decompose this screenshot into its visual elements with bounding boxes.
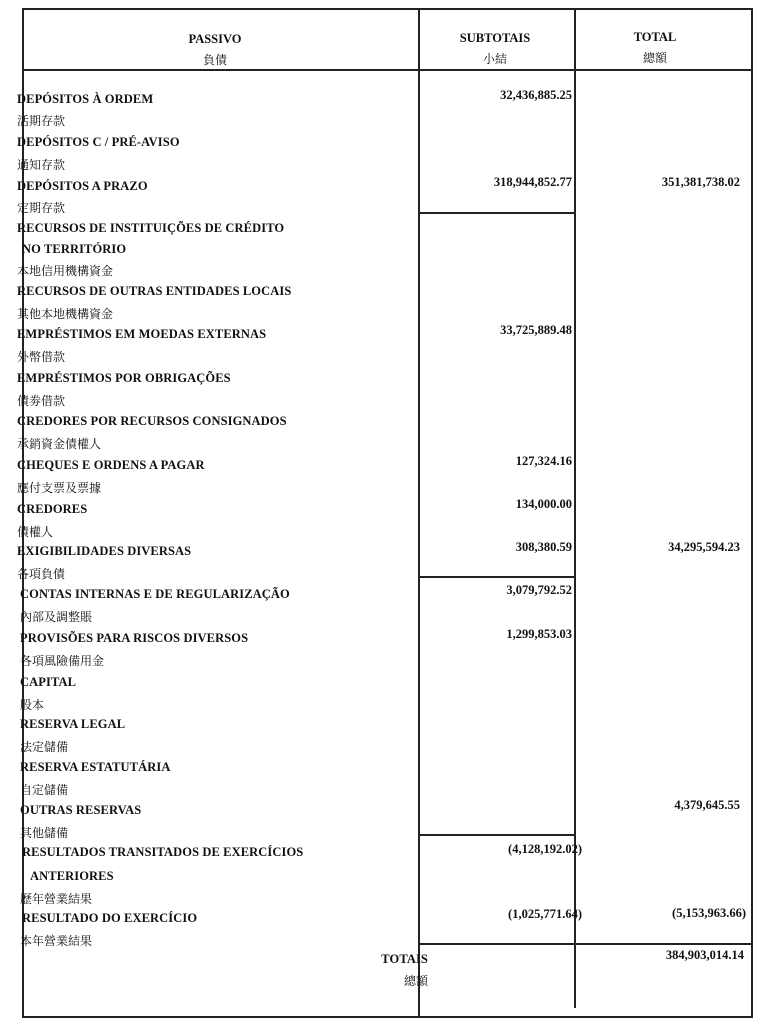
row-label: PROVISÕES PARA RISCOS DIVERSOS xyxy=(20,631,249,645)
row-label: DEPÓSITOS A PRAZO xyxy=(17,179,148,193)
row-label-zh: 承銷資金債權人 xyxy=(17,437,102,451)
header-total: TOTAL xyxy=(633,30,677,44)
totals-value: 384,903,014.14 xyxy=(665,948,744,962)
row-label: DEPÓSITOS C / PRÉ-AVISO xyxy=(17,135,180,149)
border-bottom xyxy=(22,1016,753,1018)
subtotal-rule-1 xyxy=(420,212,576,214)
row-label-zh: 歷年營業結果 xyxy=(20,892,93,906)
row-label: OUTRAS RESERVAS xyxy=(20,803,142,817)
subtotal-value: 33,725,889.48 xyxy=(500,323,572,337)
border-top xyxy=(22,8,753,10)
total-value: (5,153,963.66) xyxy=(672,906,746,920)
row-label-zh: 各項負債 xyxy=(17,567,66,581)
total-value: 4,379,645.55 xyxy=(674,798,740,812)
row-label: EXIGIBILIDADES DIVERSAS xyxy=(17,544,192,558)
row-label: CONTAS INTERNAS E DE REGULARIZAÇÃO xyxy=(20,587,290,601)
row-label-zh: 應付支票及票據 xyxy=(17,481,102,495)
row-label: RESULTADO DO EXERCÍCIO xyxy=(22,911,198,925)
divider-subtotais-total xyxy=(574,8,576,1008)
header-subtotais-zh: 小結 xyxy=(482,52,507,66)
row-label: RESERVA ESTATUTÁRIA xyxy=(20,760,171,774)
row-label: RESULTADOS TRANSITADOS DE EXERCÍCIOS xyxy=(22,845,304,859)
row-label-zh: 本年營業結果 xyxy=(20,934,93,948)
totals-label-zh: 總額 xyxy=(403,974,428,988)
row-label-zh: 外幣借款 xyxy=(17,350,66,364)
subtotal-rule-2 xyxy=(420,576,576,578)
subtotal-value: (1,025,771.64) xyxy=(508,907,582,921)
row-label-zh: 法定儲備 xyxy=(20,740,69,754)
subtotal-value: 3,079,792.52 xyxy=(506,583,572,597)
row-label-zh: 其他本地機構資金 xyxy=(17,307,114,321)
row-label-zh: 自定儲備 xyxy=(20,783,69,797)
row-label: DEPÓSITOS À ORDEM xyxy=(17,92,154,106)
row-label-zh: 債權人 xyxy=(17,525,54,539)
total-value: 351,381,738.02 xyxy=(661,175,740,189)
header-subtotais: SUBTOTAIS xyxy=(459,31,531,45)
subtotal-value: 308,380.59 xyxy=(515,540,572,554)
row-label: CHEQUES E ORDENS A PAGAR xyxy=(17,458,205,472)
row-label: EMPRÉSTIMOS EM MOEDAS EXTERNAS xyxy=(17,327,267,341)
row-label-zh: 活期存款 xyxy=(17,114,66,128)
row-label-zh: 股本 xyxy=(20,698,45,712)
row-label: CAPITAL xyxy=(20,675,77,689)
row-label-zh: 內部及調整賬 xyxy=(20,610,93,624)
header-passivo: PASSIVO xyxy=(188,32,242,46)
row-label-zh: 各項風險備用金 xyxy=(20,654,105,668)
row-label-zh: 本地信用機構資金 xyxy=(17,264,114,278)
subtotal-value: 1,299,853.03 xyxy=(506,627,572,641)
totals-rule xyxy=(420,943,753,945)
header-passivo-zh: 負債 xyxy=(202,53,227,67)
subtotal-value: 134,000.00 xyxy=(515,497,572,511)
subtotal-value: (4,128,192.02) xyxy=(508,842,582,856)
row-label: CREDORES POR RECURSOS CONSIGNADOS xyxy=(17,414,287,428)
total-value: 34,295,594.23 xyxy=(668,540,740,554)
row-label-zh: 定期存款 xyxy=(17,201,66,215)
row-label: RECURSOS DE OUTRAS ENTIDADES LOCAIS xyxy=(17,284,292,298)
subtotal-value: 127,324.16 xyxy=(515,454,572,468)
row-label-zh: 債劵借款 xyxy=(17,394,66,408)
balance-sheet-table xyxy=(10,8,766,1020)
subtotal-rule-3 xyxy=(420,834,576,836)
row-label: RECURSOS DE INSTITUIÇÕES DE CRÉDITO xyxy=(17,221,285,235)
divider-passivo-subtotais xyxy=(418,8,420,1018)
row-label: CREDORES xyxy=(17,502,88,516)
row-label: EMPRÉSTIMOS POR OBRIGAÇÕES xyxy=(17,371,231,385)
subtotal-value: 318,944,852.77 xyxy=(493,175,572,189)
row-label-zh: 通知存款 xyxy=(17,158,66,172)
subtotal-value: 32,436,885.25 xyxy=(500,88,572,102)
border-right xyxy=(751,8,753,1018)
row-label-zh: 其他儲備 xyxy=(20,826,69,840)
row-label: RESERVA LEGAL xyxy=(20,717,126,731)
header-rule xyxy=(22,69,753,71)
totals-label: TOTAIS xyxy=(381,952,428,966)
row-label-cont: ANTERIORES xyxy=(30,869,114,883)
row-label-cont: NO TERRITÓRIO xyxy=(22,242,127,256)
header-total-zh: 總額 xyxy=(642,51,667,65)
